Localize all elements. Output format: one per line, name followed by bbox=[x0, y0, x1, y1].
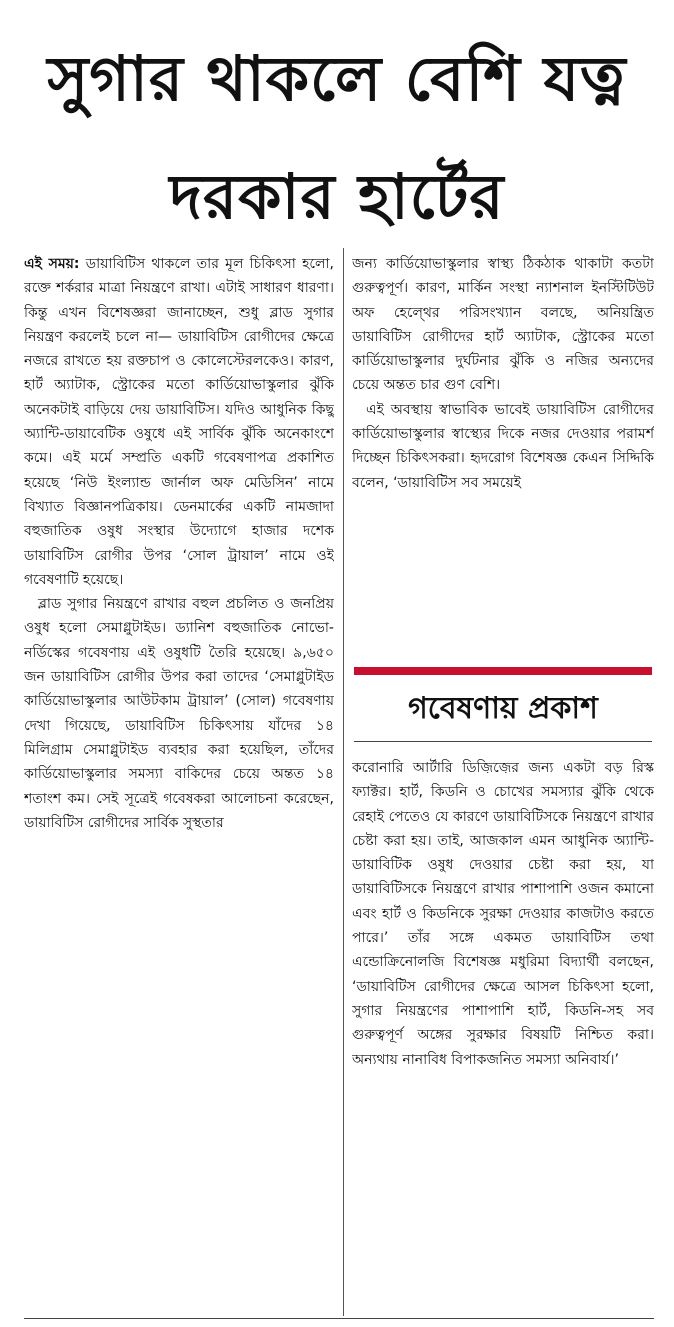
subheading: গবেষণায় প্রকাশ bbox=[408, 691, 598, 726]
subhead-divider bbox=[354, 741, 652, 742]
subhead-accent-rule bbox=[354, 667, 652, 675]
article-column-right-bottom bbox=[352, 756, 654, 1316]
paragraph-2: ব্লাড সুগার নিয়ন্ত্রণে রাখার বহুল প্রচলিত ও জনপ্রিয় ওষুধ হলো সেমাগ্লুটাইড। ড্যানিশ বহুজাতিক নোভো-নর্ডিস্কের গবেষণায় এই ওষুধটি তৈরি হয়েছে। ৯,৬৫০ জন ডায়াবিটিস রোগীর উপর করা তাদের ‘সেমাগ্লুটাইড কার্ডিয়োভাস্কুলার আউটকাম ট্রায়াল’ (সোল) গবেষণায় দেখা গিয়েছে, ডায়াবিটিস চিকিৎসায় যাঁদের ১৪ মিলিগ্রাম সেমাগ্লুটাইড ব্যবহার করা হয়েছিল, তাঁদের কার্ডিয়োভাস্কুলার সমস্যা বাকিদের চেয়ে অন্তত ১৪ শতাংশ কম। সেই সূত্রেই গবেষকরা আলোচনা করেছেন, ডায়াবিটিস রোগীদের সার্বিক সুস্থতার bbox=[24, 596, 334, 831]
byline: এই সময়: bbox=[24, 256, 80, 272]
article-column-right-top bbox=[352, 252, 654, 662]
paragraph-1 bbox=[24, 252, 334, 592]
headline: সুগার থাকলে বেশি যত্ন দরকার হার্টের bbox=[47, 42, 627, 233]
paragraph-4: এই অবস্থায় স্বাভাবিক ভাবেই ডায়াবিটিস রোগীদের কার্ডিয়োভাস্কুলার স্বাস্থ্যের দিকে নজর দেওয়ার পরামর্শ দিচ্ছেন চিকিৎসকরা। হৃদরোগ বিশেষজ্ঞ কেএন সিদ্দিকি বলেন, ‘ডায়াবিটিস সব সময়েই bbox=[352, 401, 654, 491]
column-divider bbox=[343, 248, 344, 1316]
paragraph-3: জন্য কার্ডিয়োভাস্কুলার স্বাস্থ্য ঠিকঠাক থাকাটা কতটা গুরুত্বপূর্ণ। কারণ, মার্কিন সংস্থা ন্যাশনাল ইনস্টিটিউট অফ হেল্থের পরিসংখ্যান বলছে, অনিয়ন্ত্রিত ডায়াবিটিস রোগীদের হার্ট অ্যাটাক, স্ট্রোকের মতো কার্ডিয়োভাস্কুলার দুর্ঘটনার ঝুঁকি ও নজির অন্যদের চেয়ে অন্তত চার গুণ বেশি। bbox=[352, 256, 654, 394]
paragraph-1-text: ডায়াবিটিস থাকলে তার মূল চিকিৎসা হলো, রক্তে শর্করার মাত্রা নিয়ন্ত্রণে রাখা। এটাই সাধারণ ধারণা। কিন্তু এখন বিশেষজ্ঞরা জানাচ্ছেন, শুধু ব্লাড সুগার নিয়ন্ত্রণ করলেই চলে না— ডায়াবিটিস রোগীদের ক্ষেত্রে নজরে রাখতে হয় রক্তচাপ ও কোলেস্টেরলকেও। কারণ, হার্ট অ্যাটাক, স্ট্রোকের মতো কার্ডিয়োভাস্কুলার ঝুঁকি অনেকটাই বাড়িয়ে দেয় ডায়াবিটিস। যদিও আধুনিক কিছু অ্যান্টি-ডায়াবেটিক ওষুধে এই সার্বিক ঝুঁকি অনেকাংশে কমে। এই মর্মে সম্প্রতি একটি গবেষণাপত্র প্রকাশিত হয়েছে ‘নিউ ইংল্যান্ড জার্নাল অফ মেডিসিন’ নামে বিখ্যাত বিজ্ঞানপত্রিকায়। ডেনমার্কের একটি নামজাদা বহুজাতিক ওষুধ সংস্থার উদ্যোগে হাজার দশেক ডায়াবিটিস রোগীর উপর ‘সোল ট্রায়াল’ নামে ওই গবেষণাটি হয়েছে। bbox=[24, 256, 334, 588]
article-column-left bbox=[24, 252, 334, 1312]
paragraph-5: করোনারি আর্টারি ডিজ়িজ়ের জন্য একটা বড় রিস্ক ফ্যাক্টর। হার্ট, কিডনি ও চোখের সমস্যার ঝুঁকি থেকে রেহাই পেতেও যে কারণে ডায়াবিটিসকে নিয়ন্ত্রণে রাখার চেষ্টা করা হয়। তাই, আজকাল এমন আধুনিক অ্যান্টি-ডায়াবিটিক ওষুধ দেওয়ার চেষ্টা করা হয়, যা ডায়াবিটিসকে নিয়ন্ত্রণে রাখার পাশাপাশি ওজন কমানো এবং হার্ট ও কিডনিকে সুরক্ষা দেওয়ার কাজটাও করতে পারে।’ তাঁর সঙ্গে একমত ডায়াবিটিস তথা এন্ডোক্রিনোলজি বিশেষজ্ঞ মধুরিমা বিদ্যার্থী বলছেন, ‘ডায়াবিটিস রোগীদের ক্ষেত্রে আসল চিকিৎসা হলো, সুগার নিয়ন্ত্রণের পাশাপাশি হার্ট, কিডনি-সহ সব গুরুত্বপূর্ণ অঙ্গের সুরক্ষার বিষয়টি নিশ্চিত করা। অন্যথায় নানাবিধ বিপাকজনিত সমস্যা অনিবার্য।’ bbox=[352, 760, 654, 1068]
bottom-divider bbox=[24, 1318, 654, 1319]
